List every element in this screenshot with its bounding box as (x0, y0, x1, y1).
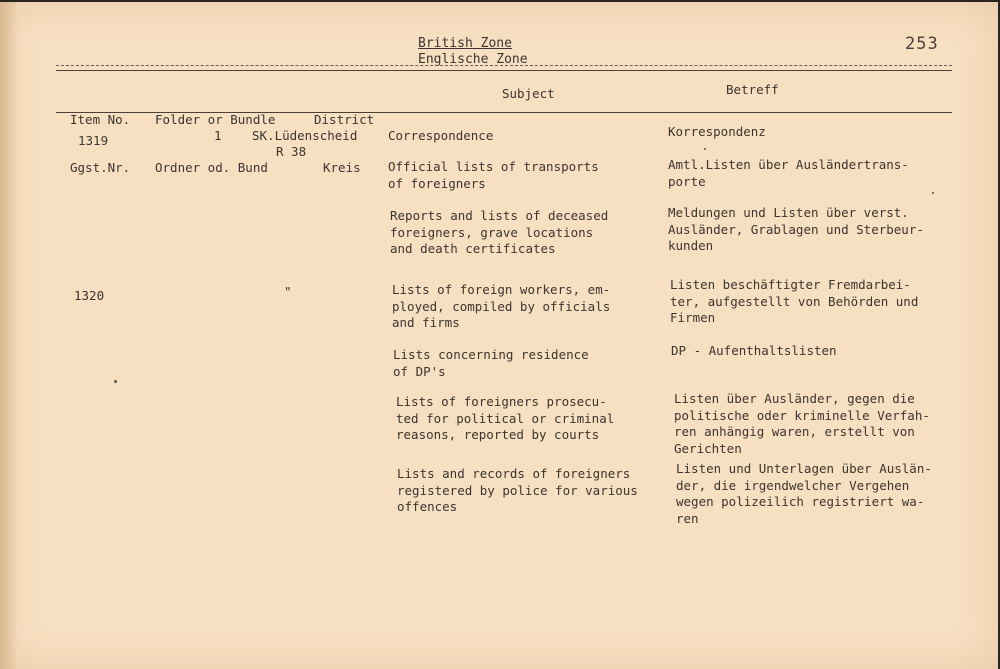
page-number: 253 (905, 34, 939, 54)
zone-heading (418, 36, 528, 68)
document-page (0, 2, 998, 669)
item-number: 1320 (74, 288, 105, 303)
betreff-entry: Meldungen und Listen über verst. Ausländer, Grablagen und Sterbeur- kunden (668, 205, 924, 253)
folder-number: 1 (214, 128, 222, 143)
betreff-entry: Listen über Ausländer, gegen die politische oder kriminelle Verfah- ren anhängig waren, erstellt von Gerichten (674, 391, 930, 456)
district-ref: R 38 (276, 144, 307, 159)
paper-speck (114, 380, 117, 383)
subject-entry: Lists of foreign workers, em- ployed, compiled by officials and firms (392, 282, 611, 330)
district-name: SK.Lüdenscheid (252, 128, 358, 143)
zone-german: Englische Zone (418, 52, 528, 67)
col-folder-de: Ordner od. Bund (155, 160, 268, 175)
betreff-entry: Amtl.Listen über Ausländertrans- porte (668, 157, 909, 189)
betreff-entry: Korrespondenz (668, 124, 766, 139)
header-bottom-rule (56, 112, 952, 113)
subject-entry: Lists concerning residence of DP's (393, 347, 589, 379)
col-item-de: Ggst.Nr. (70, 160, 131, 175)
subject-entry: Lists of foreigners prosecu- ted for political or criminal reasons, reported by courts (396, 394, 615, 442)
binding-shadow (0, 2, 18, 669)
item-number: 1319 (78, 133, 109, 148)
col-betreff-header: Betreff (726, 82, 779, 97)
zone-english: British Zone (418, 36, 512, 51)
paper-speck (704, 148, 706, 150)
folder-ditto: " (284, 284, 292, 299)
betreff-entry: Listen und Unterlagen über Auslän- der, die irgendwelcher Vergehen wegen polizeilich registriert wa- ren (676, 461, 932, 526)
betreff-entry: Listen beschäftigter Fremdarbei- ter, aufgestellt von Behörden und Firmen (670, 277, 919, 325)
paper-speck (932, 192, 934, 194)
col-item-en: Item No. (70, 112, 131, 127)
header-top-rule (56, 70, 952, 71)
col-subject-header: Subject (502, 86, 555, 101)
subject-entry: Reports and lists of deceased foreigners, grave locations and death certificates (390, 208, 609, 256)
col-district-en: District (314, 112, 375, 127)
subject-entry: Official lists of transports of foreigners (388, 159, 599, 191)
subject-entry: Correspondence (388, 128, 494, 143)
top-dashed-rule (56, 65, 952, 66)
subject-entry: Lists and records of foreigners registered by police for various offences (397, 466, 638, 514)
col-district-de: Kreis (323, 160, 361, 175)
betreff-entry: DP - Aufenthaltslisten (671, 343, 837, 358)
col-folder-en: Folder or Bundle (155, 112, 276, 127)
